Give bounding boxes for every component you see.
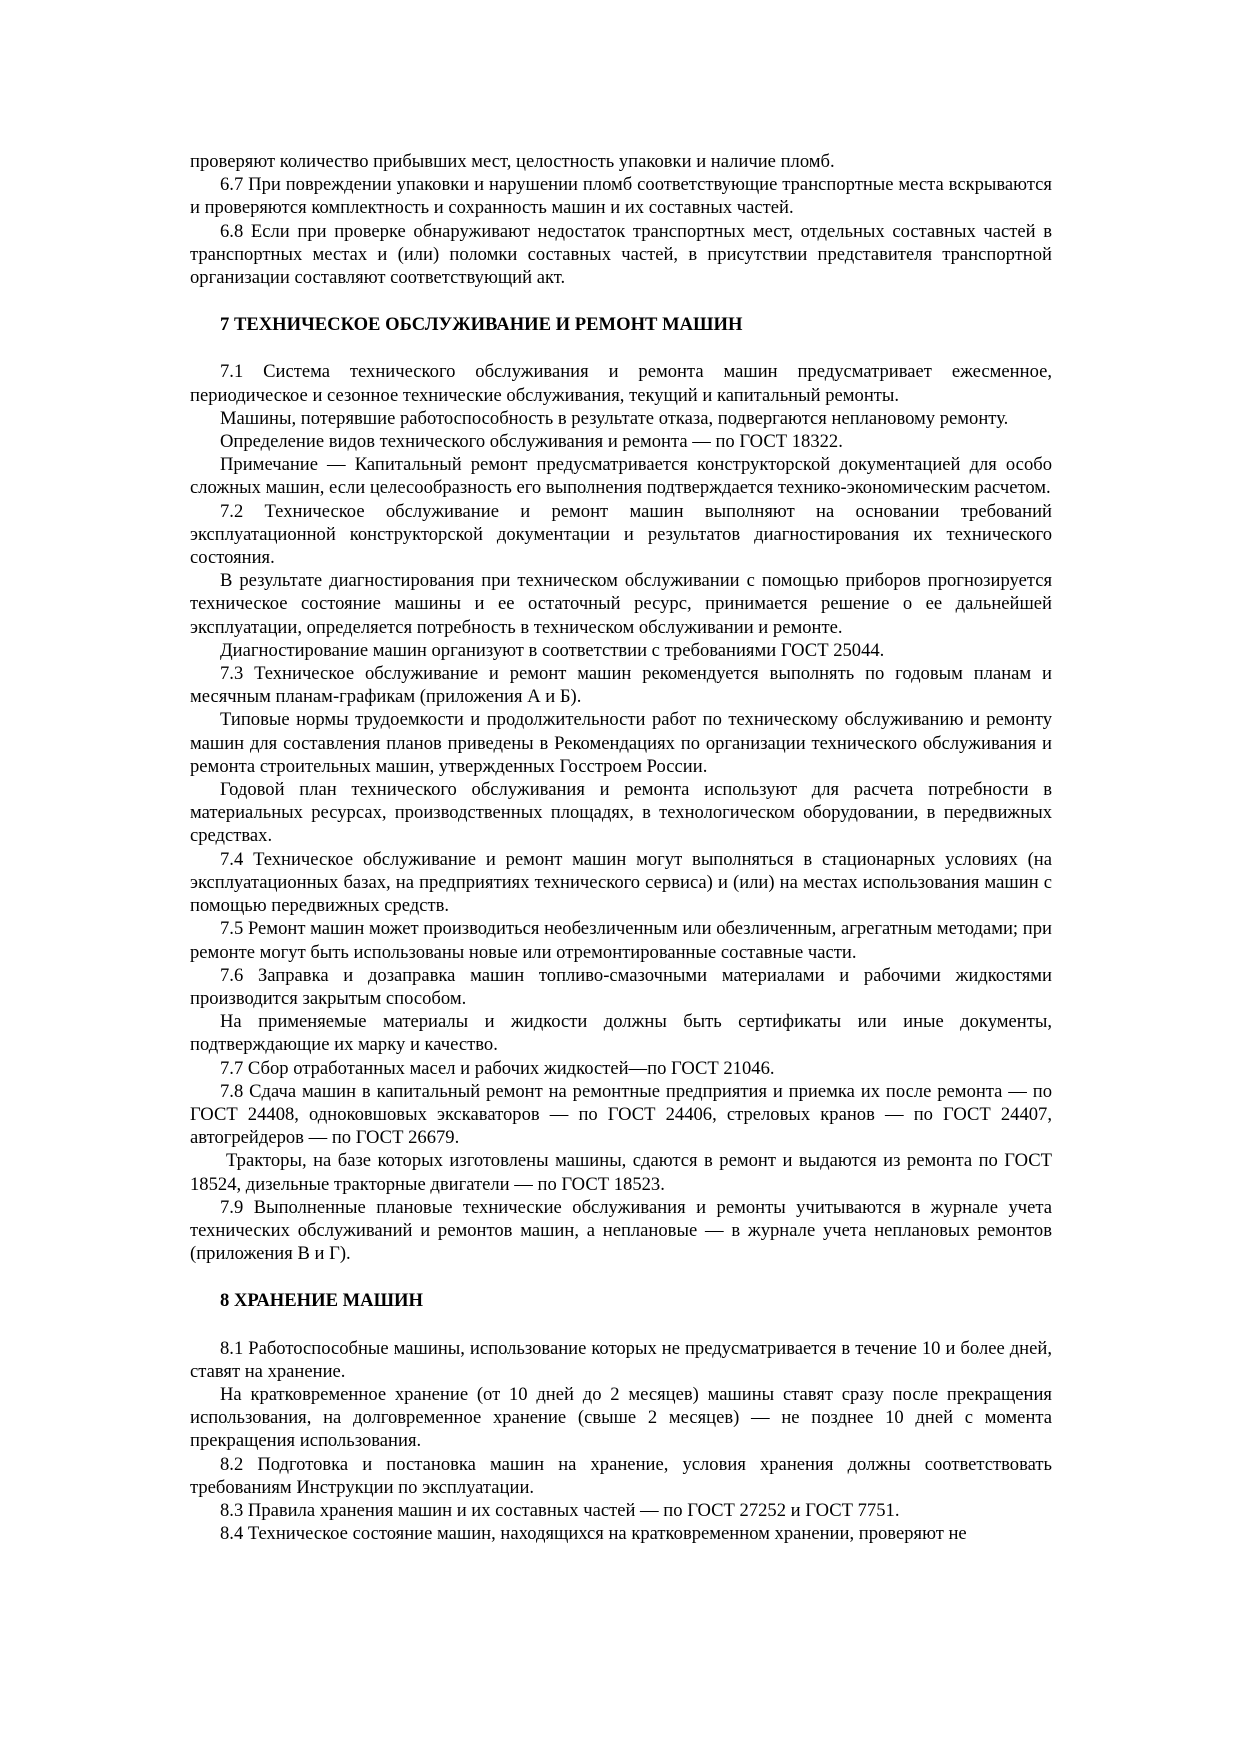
paragraph-7-5: 7.5 Ремонт машин может производиться необезличенным или обезличенным, агрегатным методами; при ремонте могут быть использованы новые или отремонтированные составные части. bbox=[190, 918, 1052, 963]
paragraph-7-6-b: На применяемые материалы и жидкости должны быть сертификаты или иные документы, подтверждающие их марку и качество. bbox=[190, 1011, 1052, 1056]
paragraph-6-8: 6.8 Если при проверке обнаруживают недостаток транспортных мест, отдельных составных частей в транспортных местах и (или) поломки составных частей, в присутствии представителя транспортной организации составляют соответствующий акт. bbox=[190, 220, 1052, 289]
section-heading-8: 8 ХРАНЕНИЕ МАШИН bbox=[220, 1290, 423, 1312]
paragraph-7-4: 7.4 Техническое обслуживание и ремонт машин могут выполняться в стационарных условиях (на эксплуатационных базах, на предприятиях технического сервиса) и (или) на местах использования машин с помощью передвижных средств. bbox=[190, 848, 1052, 917]
paragraph-7-7: 7.7 Сбор отработанных масел и рабочих жидкостей—по ГОСТ 21046. bbox=[220, 1057, 775, 1079]
paragraph-7-6: 7.6 Заправка и дозаправка машин топливо-смазочными материалами и рабочими жидкостями производится закрытым способом. bbox=[190, 964, 1052, 1009]
paragraph-7-3-b: Типовые нормы трудоемкости и продолжительности работ по техническому обслуживанию и ремонту машин для составления планов приведены в Рекомендациях по организации технического обслуживания и ремонта строительных машин, утвержденных Госстроем России. bbox=[190, 709, 1052, 777]
paragraph-8-2: 8.2 Подготовка и постановка машин на хранение, условия хранения должны соответствовать требованиям Инструкции по эксплуатации. bbox=[190, 1453, 1052, 1498]
paragraph-7-3: 7.3 Техническое обслуживание и ремонт машин рекомендуется выполнять по годовым планам и месячным планам-графикам (приложения А и Б). bbox=[190, 663, 1052, 708]
paragraph-7-8-b: Тракторы, на базе которых изготовлены машины, сдаются в ремонт и выдаются из ремонта по ГОСТ 18524, дизельные тракторные двигатели — по ГОСТ 18523. bbox=[190, 1150, 1052, 1195]
paragraph-7-2-c: Диагностирование машин организуют в соответствии с требованиями ГОСТ 25044. bbox=[220, 639, 885, 661]
paragraph-7-1: 7.1 Система технического обслуживания и ремонта машин предусматривает ежесменное, периодическое и сезонное технические обслуживания, текущий и капитальный ремонты. bbox=[190, 361, 1052, 406]
paragraph-8-1: 8.1 Работоспособные машины, использование которых не предусматривается в течение 10 и более дней, ставят на хранение. bbox=[190, 1337, 1052, 1382]
paragraph-7-2: 7.2 Техническое обслуживание и ремонт машин выполняют на основании требований эксплуатационной конструкторской документации и результатов диагностирования их технического состояния. bbox=[190, 500, 1052, 569]
paragraph-8-3: 8.3 Правила хранения машин и их составных частей — по ГОСТ 27252 и ГОСТ 7751. bbox=[220, 1499, 900, 1521]
paragraph-7-8: 7.8 Сдача машин в капитальный ремонт на ремонтные предприятия и приемка их после ремонта — по ГОСТ 24408, одноковшовых экскаваторов — по ГОСТ 24406, стреловых кранов — по ГОСТ 24407, автогрейдеров — по ГОСТ 26679. bbox=[190, 1080, 1052, 1149]
paragraph-7-2-b: В результате диагностирования при техническом обслуживании с помощью приборов прогнозируется техническое состояние машины и ее остаточный ресурс, принимается решение о ее дальнейшей эксплуатации, определяется потребность в техническом обслуживании и ремонте. bbox=[190, 570, 1052, 638]
paragraph-7-3-c: Годовой план технического обслуживания и ремонта используют для расчета потребности в материальных ресурсах, производственных площадях, в технологическом оборудовании, в передвижных средствах. bbox=[190, 779, 1052, 847]
paragraph-8-1-b: На кратковременное хранение (от 10 дней до 2 месяцев) машины ставят сразу после прекращения использования, на долговременное хранение (свыше 2 месяцев) — не позднее 10 дней с момента прекращения использования. bbox=[190, 1383, 1052, 1452]
document-page bbox=[190, 150, 1052, 1545]
paragraph-7-1-b: Машины, потерявшие работоспособность в результате отказа, подвергаются неплановому ремонту. bbox=[220, 407, 1009, 429]
paragraph-8-4: 8.4 Техническое состояние машин, находящихся на кратковременном хранении, проверяют не bbox=[220, 1523, 967, 1545]
paragraph-6-7: 6.7 При повреждении упаковки и нарушении пломб соответствующие транспортные места вскрываются и проверяются комплектность и сохранность машин и их составных частей. bbox=[190, 174, 1052, 219]
paragraph-7-1-note: Примечание — Капитальный ремонт предусматривается конструкторской документацией для особо сложных машин, если целесообразность его выполнения подтверждается технико-экономическим расчетом. bbox=[190, 454, 1052, 499]
paragraph-7-1-c: Определение видов технического обслуживания и ремонта — по ГОСТ 18322. bbox=[220, 431, 843, 453]
paragraph-intro: проверяют количество прибывших мест, целостность упаковки и наличие пломб. bbox=[190, 151, 835, 172]
section-heading-7: 7 ТЕХНИЧЕСКОЕ ОБСЛУЖИВАНИЕ И РЕМОНТ МАШИН bbox=[220, 314, 743, 336]
paragraph-7-9: 7.9 Выполненные плановые технические обслуживания и ремонты учитываются в журнале учета технических обслуживаний и ремонтов машин, а неплановые — в журнале учета неплановых ремонтов (приложения В и Г). bbox=[190, 1196, 1052, 1265]
